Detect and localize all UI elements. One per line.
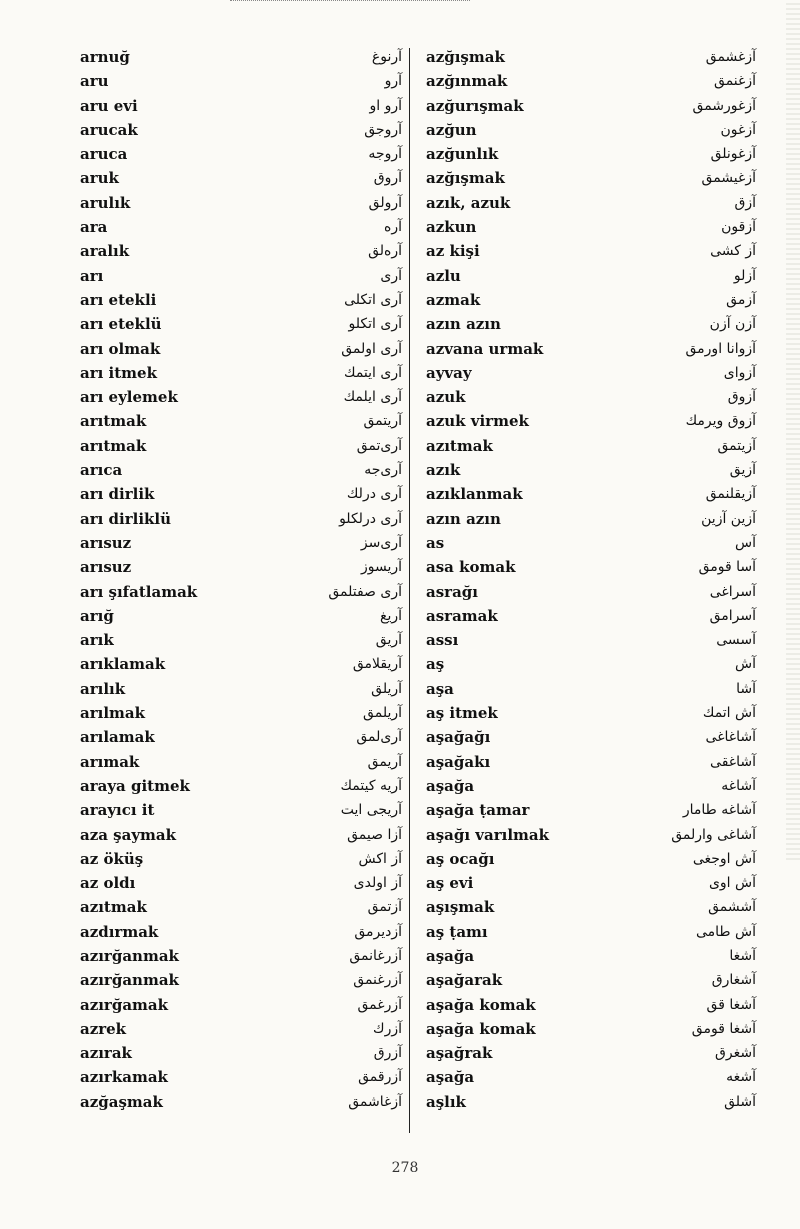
entry-arabic: آریق	[375, 632, 402, 649]
entry-arabic: آری اتکلی	[344, 291, 402, 308]
dictionary-entry	[426, 1092, 756, 1116]
entry-latin: azdırmak	[80, 922, 159, 941]
entry-arabic: آشاغه طامار	[682, 802, 756, 819]
entry-arabic: آزا صیمق	[347, 826, 402, 843]
dictionary-entry	[80, 922, 402, 946]
entry-latin: aşağı varılmak	[426, 825, 550, 844]
dictionary-entry	[426, 606, 756, 630]
entry-latin: azık	[426, 461, 461, 480]
scan-edge-shadow	[786, 0, 800, 860]
dictionary-entry	[426, 630, 756, 654]
entry-arabic: آری ایتمك	[344, 364, 402, 381]
entry-arabic: آزغشمق	[705, 49, 756, 65]
entry-latin: as	[426, 533, 445, 552]
entry-arabic: آشغا قومق	[691, 1020, 756, 1037]
dictionary-entry	[80, 168, 402, 192]
dictionary-entry	[80, 679, 402, 703]
entry-arabic: آرو او	[369, 97, 402, 114]
entry-arabic: آشغا	[729, 947, 756, 964]
entry-latin: azğurışmak	[426, 96, 524, 115]
entry-arabic: آشاغه	[721, 777, 756, 794]
entry-latin: aş	[426, 655, 445, 674]
dictionary-entry	[426, 995, 756, 1019]
entry-arabic: آز اکش	[358, 850, 402, 867]
entry-latin: azık, azuk	[426, 193, 511, 212]
dictionary-entry	[80, 533, 402, 557]
entry-latin: arı	[80, 266, 104, 285]
dictionary-entry	[80, 387, 402, 411]
entry-latin: arıtmak	[80, 436, 147, 455]
entry-latin: aş ṭamı	[426, 922, 488, 941]
entry-latin: azın azın	[426, 509, 501, 528]
entry-latin: arı itmek	[80, 363, 157, 382]
dictionary-entry	[426, 314, 756, 338]
entry-latin: aş ocağı	[426, 849, 495, 868]
entry-latin: azırğanmak	[80, 971, 179, 990]
entry-arabic: آری‌سز	[360, 534, 402, 551]
entry-arabic: آسرامق	[709, 607, 756, 624]
dictionary-entry	[80, 266, 402, 290]
dictionary-entry	[80, 849, 402, 873]
dictionary-entry	[80, 970, 402, 994]
entry-latin: arı şıfatlamak	[80, 582, 198, 601]
dictionary-entry	[80, 800, 402, 824]
dictionary-entry	[426, 800, 756, 824]
entry-latin: aşlık	[426, 1092, 466, 1111]
entry-latin: azuk	[426, 388, 466, 407]
entry-latin: azın azın	[426, 315, 501, 334]
entry-arabic: آشغا قق	[706, 996, 756, 1013]
dictionary-entry	[80, 96, 402, 120]
entry-latin: arayıcı it	[80, 801, 155, 820]
dictionary-entry	[426, 1067, 756, 1091]
entry-latin: aşağağı	[426, 728, 491, 747]
entry-latin: aş evi	[426, 874, 474, 893]
dictionary-entry	[426, 727, 756, 751]
entry-latin: aşağa ṭamar	[426, 801, 530, 820]
dictionary-entry	[80, 630, 402, 654]
dictionary-entry	[80, 1019, 402, 1043]
entry-arabic: آریتمق	[363, 413, 402, 430]
entry-arabic: آزین آزین	[701, 510, 756, 527]
entry-arabic: آزرقمق	[358, 1069, 402, 1086]
entry-latin: aru	[80, 72, 109, 91]
entry-arabic: آزرغانمق	[349, 947, 402, 964]
dictionary-entry	[80, 193, 402, 217]
entry-arabic: آزغاشمق	[348, 1093, 402, 1110]
dictionary-entry	[426, 387, 756, 411]
entry-arabic: آری‌جه	[364, 462, 402, 479]
dictionary-entry	[426, 897, 756, 921]
entry-latin: aralık	[80, 242, 130, 261]
entry-arabic: آشا	[736, 680, 756, 697]
entry-latin: az öküş	[80, 849, 144, 868]
dictionary-entry	[80, 144, 402, 168]
dictionary-entry	[80, 290, 402, 314]
dictionary-entry	[426, 411, 756, 435]
entry-latin: aşağa	[426, 776, 475, 795]
dictionary-entry	[426, 339, 756, 363]
dictionary-entry	[426, 241, 756, 265]
dictionary-entry	[80, 703, 402, 727]
entry-latin: aşışmak	[426, 898, 495, 917]
entry-arabic: آریقلامق	[352, 656, 402, 673]
dictionary-entry	[426, 654, 756, 678]
dictionary-entry	[426, 217, 756, 241]
dictionary-entry	[80, 120, 402, 144]
entry-arabic: آزوق	[727, 389, 756, 406]
dictionary-entry	[80, 873, 402, 897]
dictionary-entry	[426, 290, 756, 314]
entry-arabic: آری ایلمك	[343, 389, 402, 406]
entry-latin: arulık	[80, 193, 131, 212]
dictionary-entry	[426, 363, 756, 387]
entry-arabic: آزوای	[723, 364, 756, 381]
dictionary-entry	[80, 946, 402, 970]
entry-arabic: آریمق	[367, 753, 402, 770]
entry-arabic: آشاغاغی	[705, 729, 756, 746]
entry-arabic: آروق	[373, 170, 402, 187]
dictionary-entry	[426, 193, 756, 217]
dictionary-entry	[426, 946, 756, 970]
entry-arabic: آزرك	[373, 1020, 402, 1037]
dictionary-entry	[426, 922, 756, 946]
entry-arabic: آزغورشمق	[692, 97, 756, 114]
entry-arabic: آریغ	[380, 607, 402, 624]
entry-arabic: آزغنمق	[714, 73, 756, 90]
entry-latin: arucak	[80, 120, 138, 139]
dictionary-entry	[80, 509, 402, 533]
dictionary-entry	[426, 96, 756, 120]
entry-arabic: آزلو	[733, 267, 756, 284]
dictionary-entry	[426, 533, 756, 557]
entry-arabic: آشلق	[724, 1093, 756, 1110]
entry-arabic: آزدیرمق	[354, 923, 402, 940]
dictionary-entry	[426, 168, 756, 192]
top-scan-dots	[230, 0, 470, 5]
dictionary-entry	[426, 71, 756, 95]
dictionary-entry	[426, 849, 756, 873]
entry-arabic: آشاغی وارلمق	[671, 826, 756, 843]
entry-latin: azğunlık	[426, 145, 499, 164]
entry-latin: azkun	[426, 218, 477, 237]
entry-latin: aşağa komak	[426, 1019, 536, 1038]
entry-arabic: آزیقلنمق	[705, 486, 756, 503]
entry-arabic: آشغارق	[711, 972, 756, 989]
entry-latin: arı dirlik	[80, 485, 155, 504]
entry-arabic: آریسوز	[360, 559, 402, 576]
entry-latin: arığ	[80, 606, 114, 625]
entry-latin: azırak	[80, 1044, 132, 1063]
page-number: 278	[391, 1160, 419, 1176]
entry-arabic: آش	[735, 656, 756, 673]
entry-arabic: آرو	[384, 73, 402, 90]
entry-arabic: آششمق	[708, 899, 756, 916]
dictionary-entry	[80, 1092, 402, 1116]
entry-arabic: آری‌لمق	[356, 729, 402, 746]
entry-latin: azğınmak	[426, 72, 508, 91]
dictionary-entry	[80, 241, 402, 265]
entry-latin: aruca	[80, 145, 128, 164]
entry-latin: aşağa	[426, 946, 475, 965]
entry-arabic: آری اتکلو	[348, 316, 402, 333]
entry-arabic: آسا قومق	[698, 559, 756, 576]
entry-latin: azıklanmak	[426, 485, 523, 504]
entry-arabic: آزغیشمق	[701, 170, 756, 187]
entry-latin: azğaşmak	[80, 1092, 163, 1111]
entry-arabic: آرنوغ	[371, 49, 402, 65]
dictionary-entry	[426, 460, 756, 484]
entry-latin: aru evi	[80, 96, 138, 115]
dictionary-entry	[426, 970, 756, 994]
entry-latin: arık	[80, 631, 114, 650]
entry-latin: arı etekli	[80, 290, 157, 309]
entry-arabic: آش اتمك	[702, 705, 756, 722]
entry-latin: azırğanmak	[80, 946, 179, 965]
entry-arabic: آری صفتلمق	[328, 583, 402, 600]
entry-latin: araya gitmek	[80, 776, 190, 795]
entry-arabic: آرولق	[368, 194, 402, 211]
entry-latin: arı dirliklü	[80, 509, 172, 528]
dictionary-entry	[80, 654, 402, 678]
entry-latin: arısuz	[80, 533, 132, 552]
dictionary-entry	[426, 582, 756, 606]
entry-latin: azrek	[80, 1019, 127, 1038]
entry-latin: azırkamak	[80, 1068, 168, 1087]
entry-arabic: آری اولمق	[341, 340, 402, 357]
dictionary-entry	[80, 582, 402, 606]
entry-latin: azmak	[426, 290, 481, 309]
entry-arabic: آسسی	[716, 632, 756, 649]
entry-latin: ara	[80, 218, 108, 237]
dictionary-entry	[426, 484, 756, 508]
entry-arabic: آره	[384, 219, 402, 236]
entry-arabic: آشاغقی	[710, 753, 756, 770]
dictionary-entry	[80, 897, 402, 921]
entry-latin: aza şaymak	[80, 825, 177, 844]
entry-arabic: آزغونلق	[710, 146, 756, 163]
dictionary-entry	[426, 776, 756, 800]
dictionary-entry	[426, 679, 756, 703]
entry-latin: assı	[426, 631, 459, 650]
entry-latin: arı eylemek	[80, 388, 178, 407]
dictionary-entry	[426, 752, 756, 776]
entry-latin: aşağa komak	[426, 995, 536, 1014]
entry-latin: azğışmak	[426, 48, 505, 66]
dictionary-entry	[426, 120, 756, 144]
entry-arabic: آزقون	[721, 219, 756, 236]
entry-latin: aruk	[80, 169, 119, 188]
entry-arabic: آزغون	[720, 121, 756, 138]
dictionary-entry	[426, 47, 756, 71]
entry-latin: arısuz	[80, 558, 132, 577]
entry-arabic: آری درلکلو	[339, 510, 402, 527]
dictionary-entry	[426, 144, 756, 168]
entry-arabic: آروجه	[368, 146, 402, 163]
dictionary-entry	[80, 411, 402, 435]
entry-latin: arıtmak	[80, 412, 147, 431]
dictionary-entry	[80, 314, 402, 338]
entry-arabic: آزرغمق	[357, 996, 402, 1013]
entry-arabic: آزوق ویرمك	[685, 413, 756, 430]
left-column	[80, 47, 402, 1116]
dictionary-entry	[80, 995, 402, 1019]
entry-latin: asa komak	[426, 558, 516, 577]
entry-latin: ayvay	[426, 363, 472, 382]
entry-arabic: آری‌تمق	[356, 437, 402, 454]
entry-latin: asramak	[426, 606, 498, 625]
entry-latin: aşağarak	[426, 971, 503, 990]
entry-arabic: آزمق	[726, 291, 756, 308]
entry-arabic: آزوانا اورمق	[685, 340, 756, 357]
dictionary-entry	[426, 557, 756, 581]
entry-latin: arnuğ	[80, 48, 130, 66]
dictionary-entry	[426, 873, 756, 897]
right-column	[426, 47, 756, 1116]
entry-latin: aşa	[426, 679, 454, 698]
dictionary-entry	[80, 1067, 402, 1091]
entry-arabic: آش اوی	[708, 875, 756, 892]
dictionary-entry	[80, 825, 402, 849]
entry-latin: azuk virmek	[426, 412, 529, 431]
entry-latin: arı olmak	[80, 339, 161, 358]
entry-arabic: آزرغنمق	[353, 972, 402, 989]
entry-latin: arıklamak	[80, 655, 166, 674]
entry-arabic: آشغه	[726, 1069, 756, 1086]
entry-latin: arıca	[80, 461, 123, 480]
dictionary-entry	[80, 776, 402, 800]
dictionary-entry	[80, 339, 402, 363]
entry-latin: azvana urmak	[426, 339, 544, 358]
entry-arabic: آزیتمق	[717, 437, 756, 454]
entry-arabic: آش طامی	[695, 923, 756, 940]
dictionary-entry	[80, 752, 402, 776]
dictionary-entry	[80, 460, 402, 484]
entry-arabic: آش اوجغی	[692, 850, 756, 867]
entry-arabic: آزرق	[373, 1045, 402, 1062]
entry-arabic: آزیق	[729, 462, 756, 479]
entry-arabic: آشغرق	[715, 1045, 756, 1062]
dictionary-entry	[80, 71, 402, 95]
dictionary-entry	[426, 825, 756, 849]
entry-latin: azlu	[426, 266, 461, 285]
entry-arabic: آس	[735, 534, 756, 551]
dictionary-entry	[426, 703, 756, 727]
dictionary-entry	[426, 1043, 756, 1067]
dictionary-entry	[80, 363, 402, 387]
entry-arabic: آریه کیتمك	[340, 777, 402, 794]
entry-arabic: آز کشی	[710, 243, 756, 260]
entry-latin: arılmak	[80, 704, 146, 723]
entry-arabic: آزق	[734, 194, 756, 211]
entry-arabic: آری درلك	[346, 486, 402, 503]
dictionary-entry	[80, 484, 402, 508]
entry-latin: arılamak	[80, 728, 155, 747]
dictionary-entry	[426, 1019, 756, 1043]
entry-latin: azğışmak	[426, 169, 505, 188]
dictionary-entry	[80, 557, 402, 581]
dictionary-entry	[80, 1043, 402, 1067]
dictionary-entry	[80, 217, 402, 241]
entry-latin: az oldı	[80, 874, 136, 893]
dictionary-entry	[80, 727, 402, 751]
entry-latin: asrağı	[426, 582, 478, 601]
entry-arabic: آز اولدی	[353, 875, 402, 892]
entry-arabic: آسراغی	[709, 583, 756, 600]
dictionary-entry	[426, 436, 756, 460]
entry-latin: aş itmek	[426, 704, 498, 723]
entry-arabic: آریجی ایت	[340, 802, 402, 819]
entry-arabic: آریلق	[371, 680, 402, 697]
dictionary-entry	[426, 266, 756, 290]
entry-arabic: آریلمق	[363, 705, 402, 722]
entry-latin: azıtmak	[80, 898, 147, 917]
entry-arabic: آزتمق	[367, 899, 402, 916]
entry-latin: aşağrak	[426, 1044, 493, 1063]
dictionary-entry	[80, 47, 402, 71]
entry-arabic: آری	[380, 267, 402, 284]
column-divider	[409, 48, 410, 1133]
entry-latin: aşağa	[426, 1068, 475, 1087]
entry-latin: arı eteklü	[80, 315, 162, 334]
dictionary-entry	[80, 606, 402, 630]
dictionary-entry	[426, 509, 756, 533]
entry-latin: aşağakı	[426, 752, 491, 771]
entry-latin: arımak	[80, 752, 140, 771]
entry-latin: azğun	[426, 120, 477, 139]
entry-arabic: آزن آزن	[709, 316, 756, 333]
entry-latin: az kişi	[426, 242, 480, 261]
dictionary-entry	[80, 436, 402, 460]
entry-arabic: آره‌لق	[368, 243, 402, 260]
entry-latin: arılık	[80, 679, 126, 698]
entry-latin: azırğamak	[80, 995, 169, 1014]
entry-latin: azıtmak	[426, 436, 493, 455]
entry-arabic: آروجق	[364, 121, 402, 138]
